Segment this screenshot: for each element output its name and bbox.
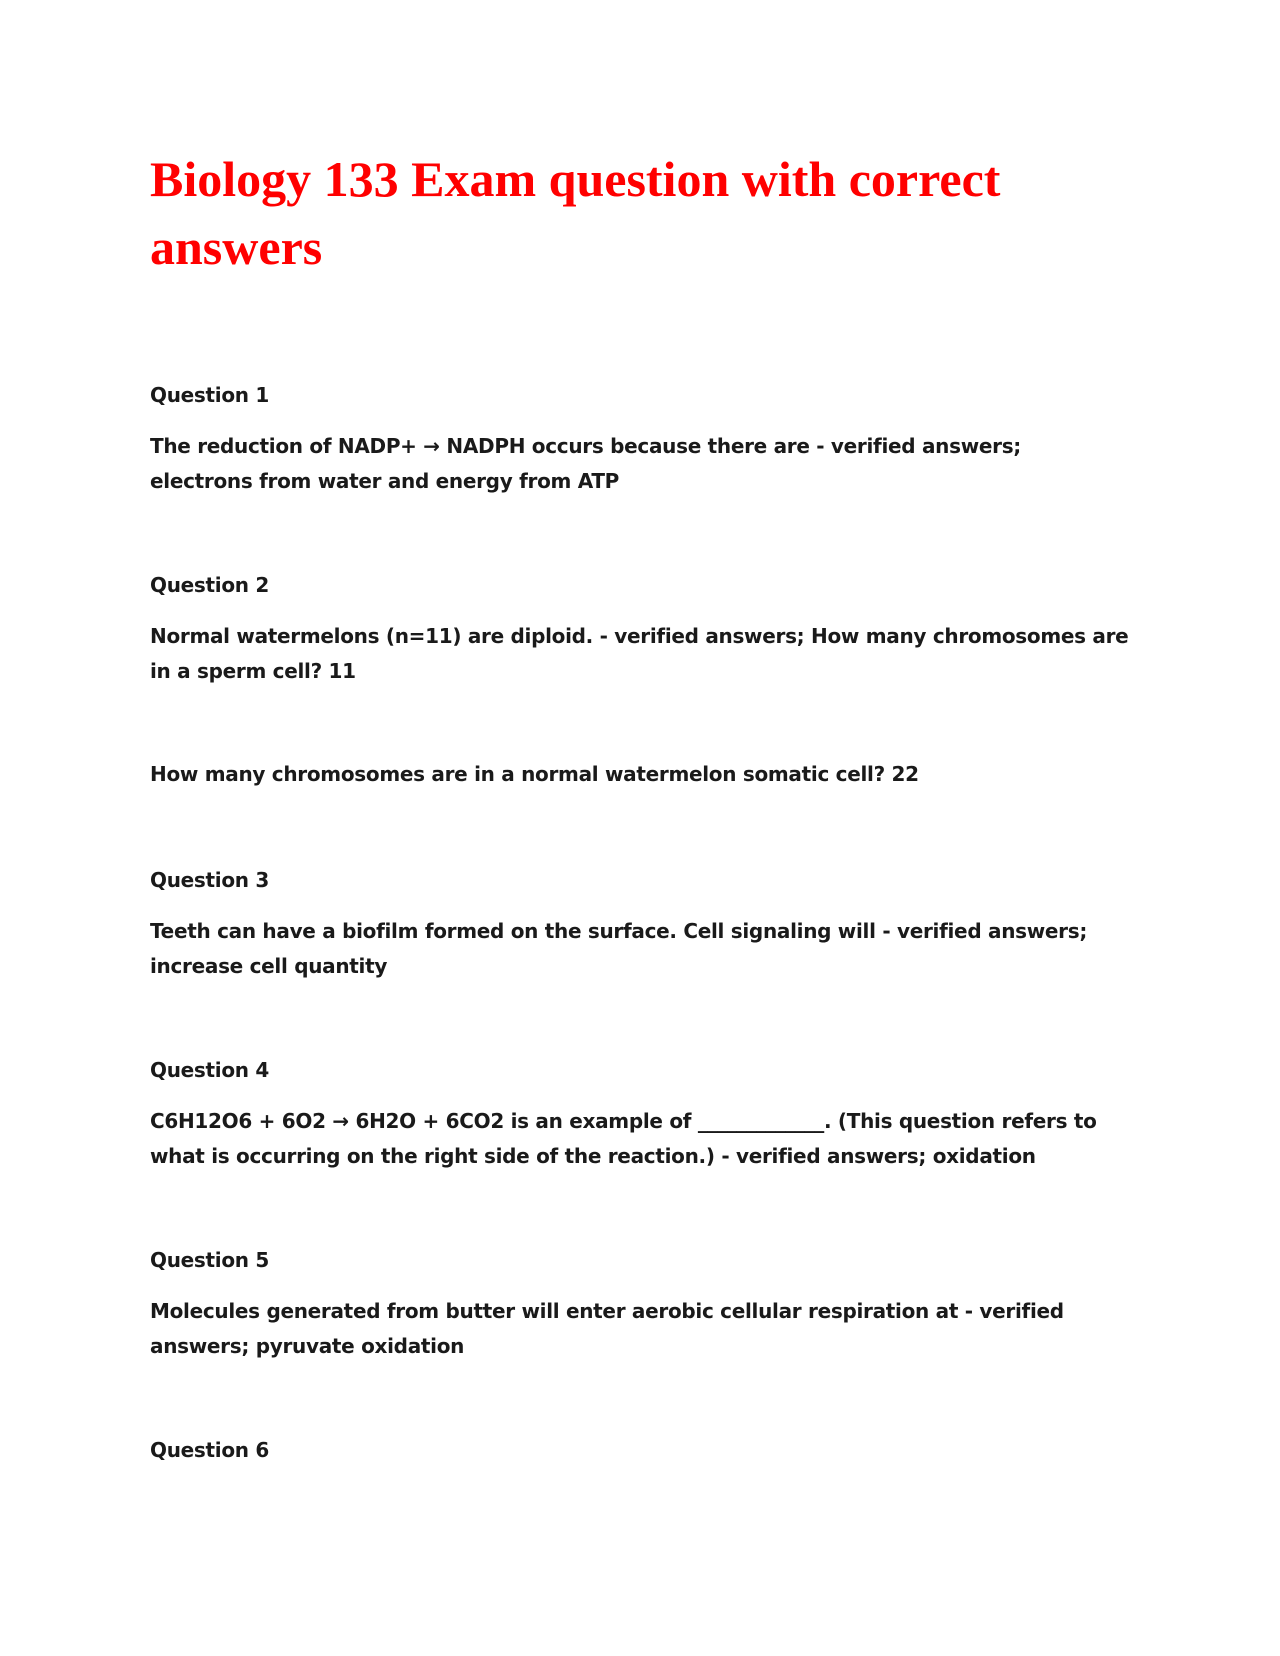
question-2-text: Normal watermelons (n=11) are diploid. - verified answers; How many chromosomes are in a sperm cell? 11	[150, 624, 1129, 683]
question-2-heading: Question 2	[150, 573, 269, 597]
question-4-text: C6H12O6 + 6O2 → 6H2O + 6CO2 is an example of _____________. (This question refers to what is occurring on the right side of the reaction.) - verified answers; oxidation	[150, 1109, 1097, 1168]
question-6-heading: Question 6	[150, 1438, 269, 1462]
question-5-heading: Question 5	[150, 1248, 269, 1272]
question-1-heading: Question 1	[150, 383, 269, 407]
document-title: Biology 133 Exam question with correct answers	[150, 151, 1001, 275]
question-3-heading: Question 3	[150, 868, 269, 892]
question-4-heading: Question 4	[150, 1058, 269, 1082]
question-3-text: Teeth can have a biofilm formed on the surface. Cell signaling will - verified answers; increase cell quantity	[150, 919, 1088, 978]
question-1-text: The reduction of NADP+ → NADPH occurs because there are - verified answers; electrons from water and energy from ATP	[150, 434, 1021, 493]
question-5-text: Molecules generated from butter will enter aerobic cellular respiration at - verified answers; pyruvate oxidation	[150, 1299, 1064, 1358]
question-2-followup-text: How many chromosomes are in a normal watermelon somatic cell? 22	[150, 762, 919, 786]
